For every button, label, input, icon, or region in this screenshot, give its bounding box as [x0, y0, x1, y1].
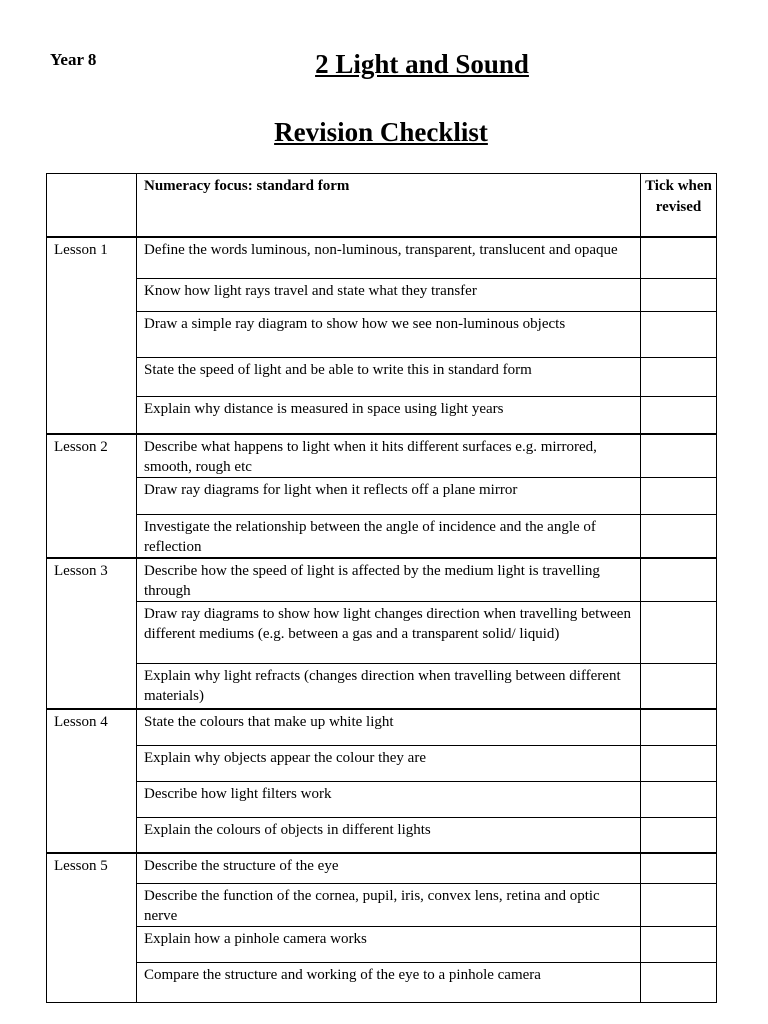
checklist-item: Explain how a pinhole camera works: [137, 926, 641, 962]
checklist-item: Compare the structure and working of the eye to a pinhole camera: [137, 962, 641, 1002]
checklist-item: Define the words luminous, non-luminous, transparent, translucent and opaque: [137, 237, 641, 279]
checklist-row: [47, 709, 717, 745]
checklist-item: Draw a simple ray diagram to show how we see non-luminous objects: [137, 312, 641, 358]
tick-box[interactable]: [641, 312, 717, 358]
tick-box[interactable]: [641, 601, 717, 663]
checklist-row: [47, 477, 717, 514]
revision-checklist-table: [46, 173, 717, 1003]
checklist-item: Draw ray diagrams for light when it reflects off a plane mirror: [137, 477, 641, 514]
checklist-row: [47, 279, 717, 312]
tick-box[interactable]: [641, 962, 717, 1002]
checklist-item: Explain why light refracts (changes direction when travelling between different materials): [137, 663, 641, 709]
tick-box[interactable]: [641, 358, 717, 397]
checklist-row: [47, 358, 717, 397]
checklist-item: Describe the function of the cornea, pupil, iris, convex lens, retina and optic nerve: [137, 883, 641, 926]
lesson-label: Lesson 1: [47, 237, 137, 434]
tick-box[interactable]: [641, 781, 717, 817]
checklist-row: [47, 883, 717, 926]
lesson-label: Lesson 2: [47, 434, 137, 558]
tick-box[interactable]: [641, 434, 717, 478]
tick-box[interactable]: [641, 883, 717, 926]
checklist-item: State the colours that make up white light: [137, 709, 641, 745]
checklist-item: Describe what happens to light when it hits different surfaces e.g. mirrored, smooth, rough etc: [137, 434, 641, 478]
checklist-row: [47, 926, 717, 962]
tick-box[interactable]: [641, 745, 717, 781]
checklist-row: [47, 558, 717, 602]
tick-box[interactable]: [641, 709, 717, 745]
checklist-row: [47, 663, 717, 709]
checklist-item: Explain why objects appear the colour they are: [137, 745, 641, 781]
checklist-item: State the speed of light and be able to write this in standard form: [137, 358, 641, 397]
checklist-row: [47, 781, 717, 817]
checklist-item: Know how light rays travel and state what they transfer: [137, 279, 641, 312]
page-subtitle: Revision Checklist: [274, 117, 488, 147]
lesson-label: Lesson 5: [47, 853, 137, 1002]
tick-box[interactable]: [641, 514, 717, 558]
checklist-row: [47, 962, 717, 1002]
page-title: 2 Light and Sound: [315, 49, 529, 79]
checklist-item: Explain why distance is measured in space using light years: [137, 397, 641, 434]
tick-box[interactable]: [641, 279, 717, 312]
tick-box[interactable]: [641, 558, 717, 602]
header-empty-cell: [47, 174, 137, 237]
checklist-row: [47, 434, 717, 478]
checklist-row: [47, 601, 717, 663]
checklist-row: [47, 853, 717, 883]
lesson-label: Lesson 3: [47, 558, 137, 710]
tick-box[interactable]: [641, 853, 717, 883]
tick-box[interactable]: [641, 663, 717, 709]
checklist-item: Describe how the speed of light is affected by the medium light is travelling through: [137, 558, 641, 602]
checklist-item: Draw ray diagrams to show how light changes direction when travelling between different mediums (e.g. between a gas and a transparent solid/ liquid): [137, 601, 641, 663]
tick-box[interactable]: [641, 397, 717, 434]
year-label: Year 8: [50, 50, 97, 69]
checklist-row: [47, 514, 717, 558]
tick-box[interactable]: [641, 237, 717, 279]
tick-box[interactable]: [641, 477, 717, 514]
tick-header: Tick when revised: [641, 174, 717, 237]
checklist-item: Describe how light filters work: [137, 781, 641, 817]
checklist-item: Investigate the relationship between the angle of incidence and the angle of reflection: [137, 514, 641, 558]
checklist-row: [47, 817, 717, 853]
tick-box[interactable]: [641, 817, 717, 853]
numeracy-focus: Numeracy focus: standard form: [137, 174, 641, 237]
checklist-item: Describe the structure of the eye: [137, 853, 641, 883]
checklist-row: [47, 312, 717, 358]
header-row: [47, 174, 717, 237]
checklist-row: [47, 237, 717, 279]
checklist-item: Explain the colours of objects in different lights: [137, 817, 641, 853]
lesson-label: Lesson 4: [47, 709, 137, 853]
checklist-row: [47, 745, 717, 781]
checklist-row: [47, 397, 717, 434]
tick-box[interactable]: [641, 926, 717, 962]
